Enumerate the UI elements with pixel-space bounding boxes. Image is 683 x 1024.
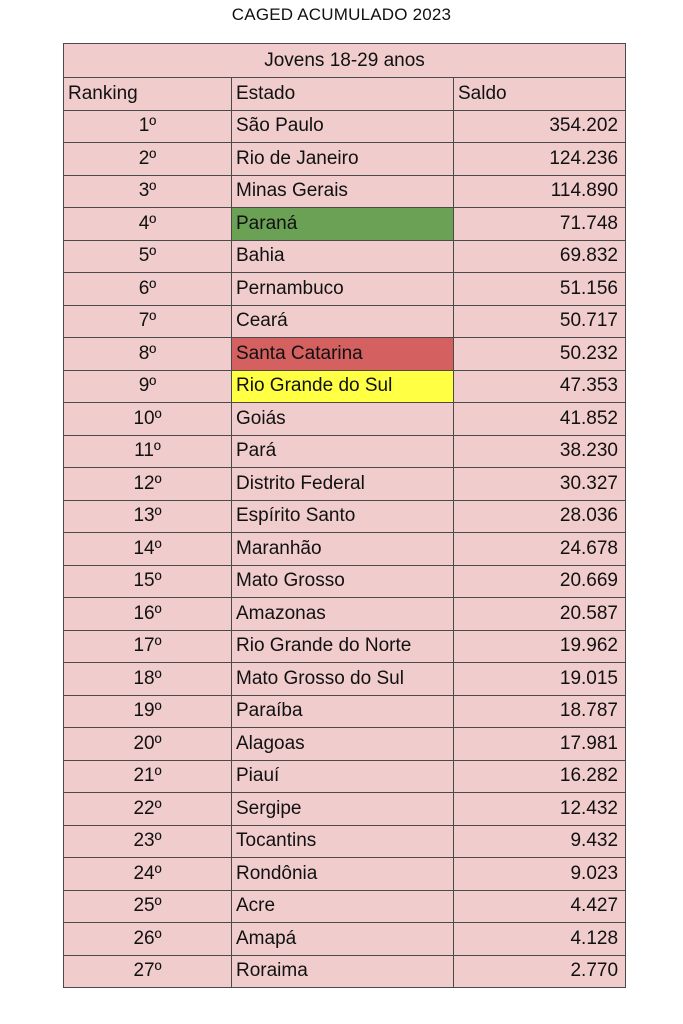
state-cell: Espírito Santo — [232, 500, 454, 533]
rank-cell: 18º — [64, 663, 232, 696]
state-cell: Sergipe — [232, 793, 454, 826]
state-cell: Rio Grande do Norte — [232, 630, 454, 663]
rank-cell: 3º — [64, 175, 232, 208]
header-saldo: Saldo — [454, 78, 626, 111]
table-row — [64, 793, 626, 826]
saldo-cell: 354.202 — [454, 110, 626, 143]
rank-cell: 26º — [64, 923, 232, 956]
state-cell: Ceará — [232, 305, 454, 338]
state-cell: Mato Grosso do Sul — [232, 663, 454, 696]
rank-cell: 8º — [64, 338, 232, 371]
table-row — [64, 370, 626, 403]
state-cell: Bahia — [232, 240, 454, 273]
table-row — [64, 955, 626, 988]
saldo-cell: 51.156 — [454, 273, 626, 306]
rank-cell: 23º — [64, 825, 232, 858]
rank-cell: 7º — [64, 305, 232, 338]
saldo-cell: 114.890 — [454, 175, 626, 208]
saldo-cell: 4.427 — [454, 890, 626, 923]
state-cell: Rondônia — [232, 858, 454, 891]
state-cell: Paraná — [232, 208, 454, 241]
saldo-cell: 20.669 — [454, 565, 626, 598]
table-row — [64, 110, 626, 143]
table-row — [64, 663, 626, 696]
table-row — [64, 240, 626, 273]
state-cell: Acre — [232, 890, 454, 923]
table-row — [64, 760, 626, 793]
saldo-cell: 4.128 — [454, 923, 626, 956]
table-row — [64, 305, 626, 338]
saldo-cell: 2.770 — [454, 955, 626, 988]
saldo-cell: 18.787 — [454, 695, 626, 728]
table-header-row — [64, 78, 626, 111]
rank-cell: 11º — [64, 435, 232, 468]
saldo-cell: 47.353 — [454, 370, 626, 403]
state-cell: Distrito Federal — [232, 468, 454, 501]
saldo-cell: 19.015 — [454, 663, 626, 696]
rank-cell: 25º — [64, 890, 232, 923]
table-row — [64, 890, 626, 923]
saldo-cell: 30.327 — [454, 468, 626, 501]
state-cell: Amapá — [232, 923, 454, 956]
table-row — [64, 143, 626, 176]
saldo-cell: 124.236 — [454, 143, 626, 176]
table-row — [64, 403, 626, 436]
rank-cell: 12º — [64, 468, 232, 501]
state-cell: Piauí — [232, 760, 454, 793]
rank-cell: 27º — [64, 955, 232, 988]
saldo-cell: 41.852 — [454, 403, 626, 436]
saldo-cell: 16.282 — [454, 760, 626, 793]
state-cell: Amazonas — [232, 598, 454, 631]
rank-cell: 22º — [64, 793, 232, 826]
table-row — [64, 923, 626, 956]
saldo-cell: 71.748 — [454, 208, 626, 241]
state-cell: Rio de Janeiro — [232, 143, 454, 176]
state-cell: Goiás — [232, 403, 454, 436]
table-row — [64, 435, 626, 468]
table-body — [64, 110, 626, 988]
header-estado: Estado — [232, 78, 454, 111]
saldo-cell: 20.587 — [454, 598, 626, 631]
rank-cell: 10º — [64, 403, 232, 436]
ranking-table-container — [63, 43, 625, 988]
state-cell: Tocantins — [232, 825, 454, 858]
saldo-cell: 28.036 — [454, 500, 626, 533]
table-row — [64, 208, 626, 241]
table-caption-row — [64, 44, 626, 78]
rank-cell: 17º — [64, 630, 232, 663]
table-row — [64, 565, 626, 598]
saldo-cell: 17.981 — [454, 728, 626, 761]
page-title: CAGED ACUMULADO 2023 — [231, 5, 452, 24]
state-cell: Paraíba — [232, 695, 454, 728]
state-cell: Santa Catarina — [232, 338, 454, 371]
saldo-cell: 24.678 — [454, 533, 626, 566]
rank-cell: 15º — [64, 565, 232, 598]
state-cell: Pernambuco — [232, 273, 454, 306]
rank-cell: 1º — [64, 110, 232, 143]
saldo-cell: 50.717 — [454, 305, 626, 338]
saldo-cell: 19.962 — [454, 630, 626, 663]
state-cell: São Paulo — [232, 110, 454, 143]
table-row — [64, 338, 626, 371]
state-cell: Maranhão — [232, 533, 454, 566]
rank-cell: 19º — [64, 695, 232, 728]
table-row — [64, 825, 626, 858]
table-row — [64, 273, 626, 306]
table-row — [64, 533, 626, 566]
state-cell: Roraima — [232, 955, 454, 988]
rank-cell: 24º — [64, 858, 232, 891]
saldo-cell: 9.432 — [454, 825, 626, 858]
saldo-cell: 38.230 — [454, 435, 626, 468]
rank-cell: 13º — [64, 500, 232, 533]
state-cell: Pará — [232, 435, 454, 468]
state-cell: Mato Grosso — [232, 565, 454, 598]
table-row — [64, 500, 626, 533]
table-row — [64, 468, 626, 501]
saldo-cell: 9.023 — [454, 858, 626, 891]
table-row — [64, 598, 626, 631]
table-row — [64, 695, 626, 728]
rank-cell: 9º — [64, 370, 232, 403]
state-cell: Rio Grande do Sul — [232, 370, 454, 403]
table-row — [64, 175, 626, 208]
rank-cell: 21º — [64, 760, 232, 793]
rank-cell: 2º — [64, 143, 232, 176]
rank-cell: 16º — [64, 598, 232, 631]
ranking-table — [63, 43, 626, 988]
rank-cell: 5º — [64, 240, 232, 273]
table-caption: Jovens 18-29 anos — [64, 44, 626, 78]
table-row — [64, 630, 626, 663]
saldo-cell: 50.232 — [454, 338, 626, 371]
header-ranking: Ranking — [64, 78, 232, 111]
table-row — [64, 858, 626, 891]
rank-cell: 6º — [64, 273, 232, 306]
state-cell: Minas Gerais — [232, 175, 454, 208]
rank-cell: 20º — [64, 728, 232, 761]
table-row — [64, 728, 626, 761]
saldo-cell: 12.432 — [454, 793, 626, 826]
rank-cell: 4º — [64, 208, 232, 241]
saldo-cell: 69.832 — [454, 240, 626, 273]
state-cell: Alagoas — [232, 728, 454, 761]
rank-cell: 14º — [64, 533, 232, 566]
